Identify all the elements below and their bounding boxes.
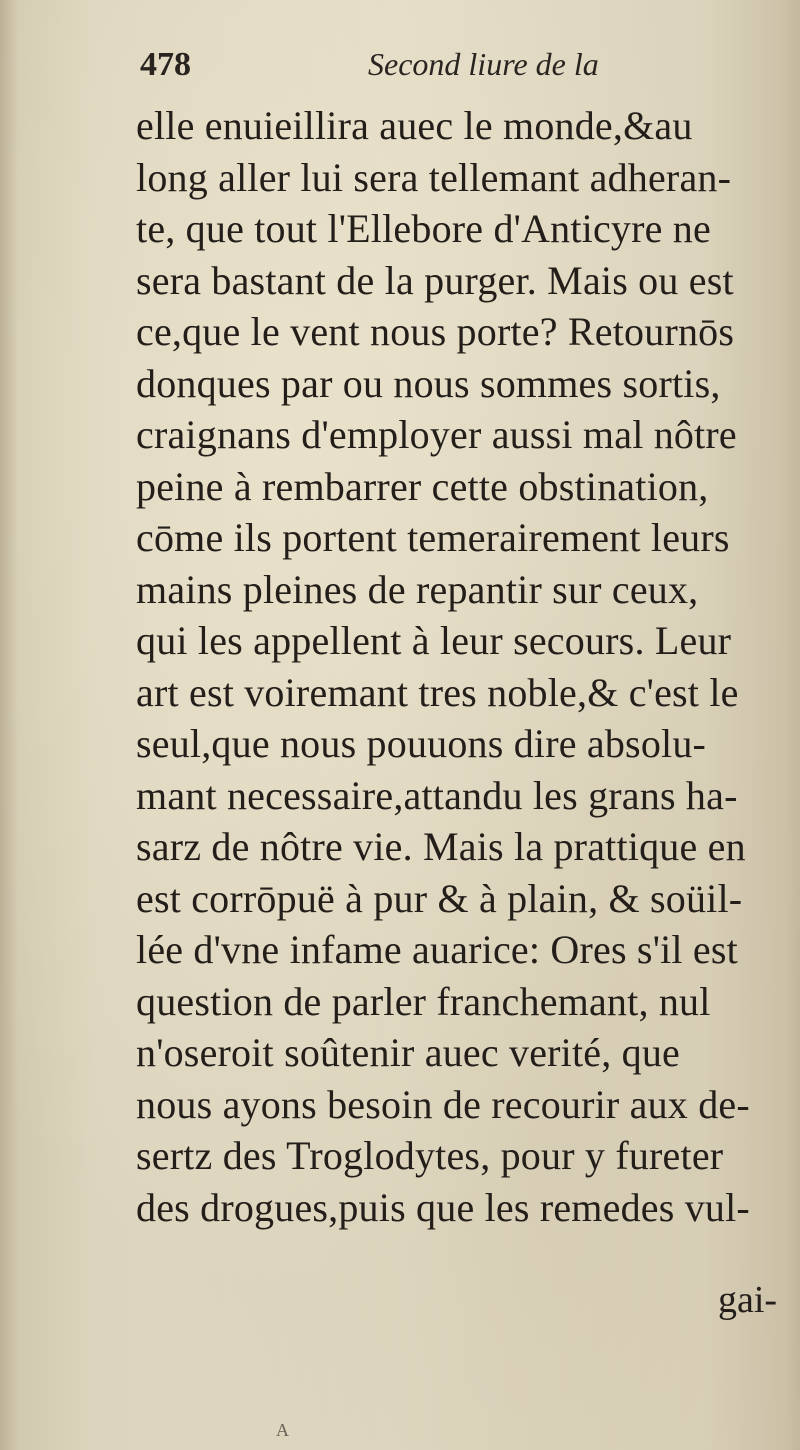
text-line: te, que tout l'Ellebore d'Anticyre ne — [136, 206, 711, 251]
text-line: nous ayons besoin de recourir aux de- — [136, 1081, 750, 1127]
text-line: ce,que le vent nous porte? Retournōs — [136, 309, 735, 354]
page-edge-left — [0, 0, 18, 1450]
text-line: question de parler franchemant, nul — [136, 978, 711, 1024]
text-line: art est voiremant tres noble,& c'est le — [136, 669, 739, 715]
text-line: cōme ils portent temerairement leurs — [136, 515, 730, 560]
text-line: n'oseroit soûtenir auec verité, que — [136, 1030, 681, 1075]
text-line: mant necessaire,attandu les grans ha- — [136, 772, 738, 818]
text-line: lée d'vne infame auarice: Ores s'il est — [136, 927, 738, 972]
text-line: des drogues,puis que les remedes vul- — [136, 1184, 750, 1230]
text-line: sera bastant de la purger. Mais ou est — [136, 257, 734, 303]
text-line: craignans d'employer aussi mal nôtre — [136, 412, 737, 457]
text-line: elle enuieillira auec le monde,&au — [136, 103, 693, 148]
catchword: gai- — [718, 1279, 778, 1321]
text-line: qui les appellent à leur secours. Leur — [136, 618, 732, 663]
signature-mark: A — [276, 1420, 289, 1440]
page-number: 478 — [140, 46, 191, 83]
running-head: Second liure de la — [368, 46, 599, 82]
text-line: est corrōpuë à pur & à plain, & soüil- — [136, 875, 743, 921]
text-line: sertz des Troglodytes, pour y fureter — [136, 1133, 724, 1178]
page-header — [140, 46, 700, 96]
body-text — [136, 100, 796, 1233]
text-line: seul,que nous pouuons dire absolu- — [136, 721, 707, 766]
text-line: long aller lui sera tellemant adheran- — [136, 154, 732, 200]
text-line: mains pleines de repantir sur ceux, — [136, 566, 699, 612]
text-line: donques par ou nous sommes sortis, — [136, 360, 721, 406]
text-line: sarz de nôtre vie. Mais la prattique en — [136, 824, 746, 869]
text-line: peine à rembarrer cette obstination, — [136, 463, 709, 509]
